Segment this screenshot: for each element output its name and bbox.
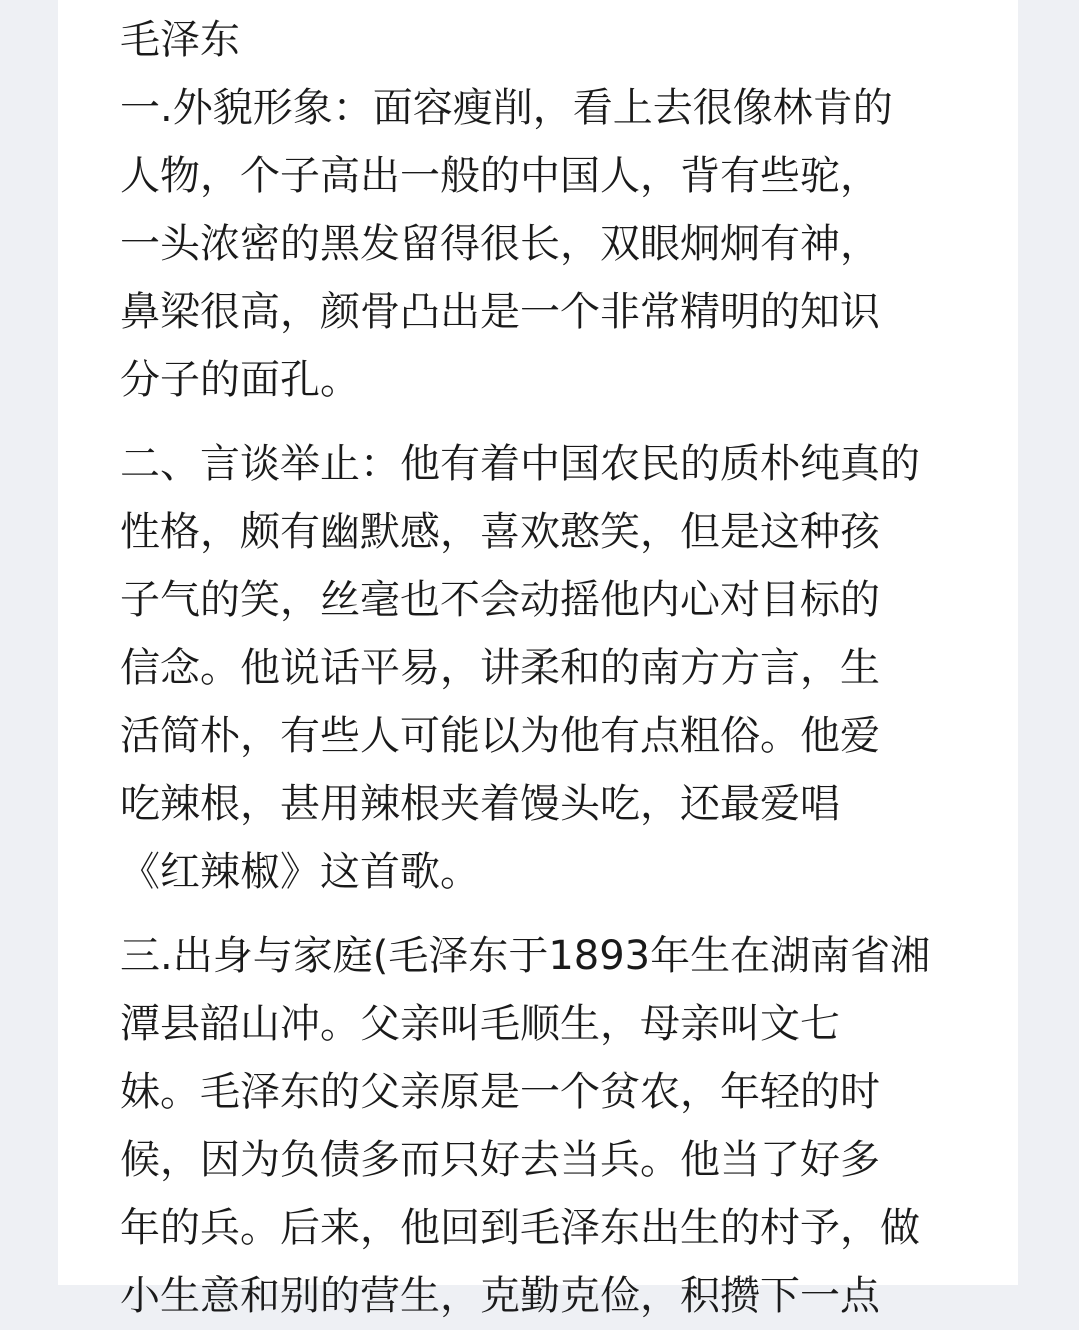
text-line: 子气的笑，丝毫也不会动摇他内心对目标的	[120, 577, 880, 623]
text-line: 年的兵。后来，他回到毛泽东出生的村予，做	[120, 1205, 920, 1251]
document-title: 毛泽东	[120, 17, 240, 63]
paragraph-appearance	[120, 74, 980, 414]
text-line: 《红辣椒》这首歌。	[120, 849, 480, 895]
paragraph-spacer	[120, 414, 980, 430]
text-line: 信念。他说话平易，讲柔和的南方方言，生	[120, 645, 880, 691]
text-line: 妹。毛泽东的父亲原是一个贫农，年轻的时	[120, 1069, 880, 1115]
paragraph-spacer	[120, 906, 980, 922]
text-line: 分子的面孔。	[120, 357, 360, 403]
text-line: 三.出身与家庭(毛泽东于1893年生在湖南省湘	[120, 933, 931, 979]
text-line: 吃辣根，甚用辣根夹着馒头吃，还最爱唱	[120, 781, 840, 827]
text-line: 潭县韶山冲。父亲叫毛顺生，母亲叫文七	[120, 1001, 840, 1047]
text-line: 一.外貌形象：面容瘦削，看上去很像林肯的	[120, 85, 893, 131]
text-line: 二、言谈举止：他有着中国农民的质朴纯真的	[120, 441, 920, 487]
text-line: 候，因为负债多而只好去当兵。他当了好多	[120, 1137, 880, 1183]
text-line: 一头浓密的黑发留得很长，双眼炯炯有神，	[120, 221, 880, 267]
text-line: 鼻梁很高，颜骨凸出是一个非常精明的知识	[120, 289, 880, 335]
text-line: 小生意和别的营生，克勤克俭，积攒下一点	[120, 1273, 880, 1319]
paragraph-manner	[120, 430, 980, 906]
paragraph-background	[120, 922, 980, 1330]
text-line: 活简朴，有些人可能以为他有点粗俗。他爱	[120, 713, 880, 759]
text-line: 人物，个子高出一般的中国人，背有些驼，	[120, 153, 880, 199]
document-page	[58, 0, 1018, 1319]
text-line: 性格，颇有幽默感，喜欢憨笑，但是这种孩	[120, 509, 880, 555]
document-body	[120, 6, 980, 1330]
